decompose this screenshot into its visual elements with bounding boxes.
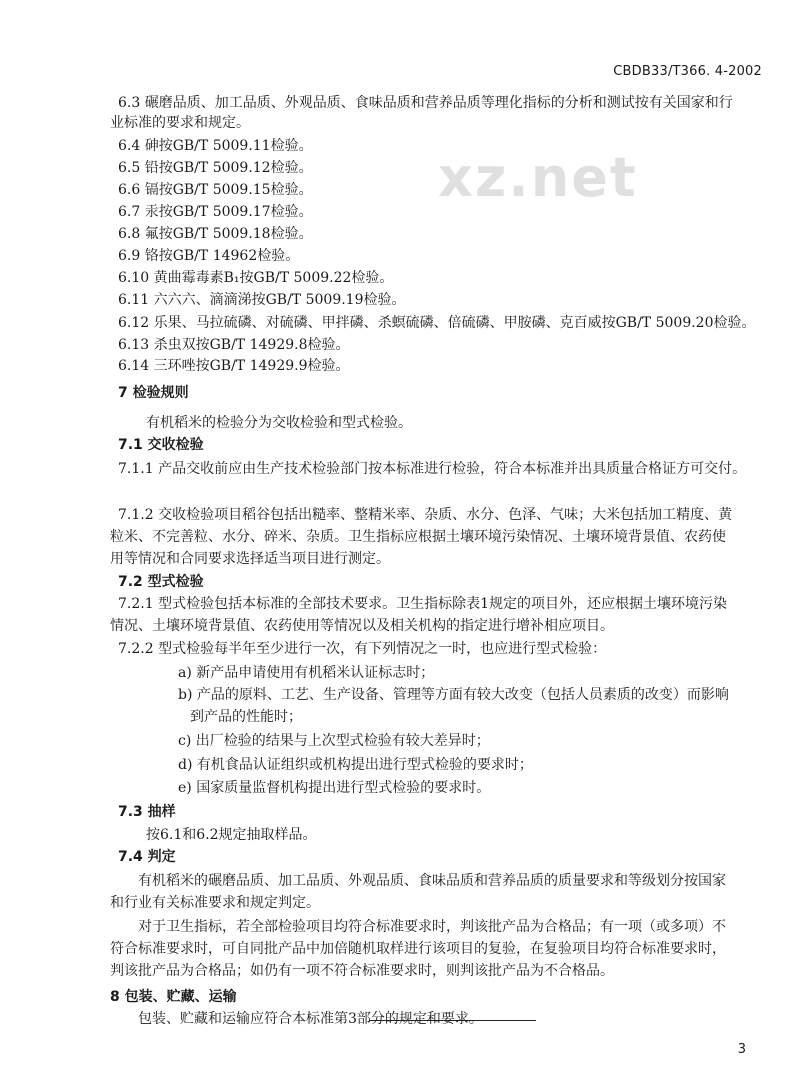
text-line: 判该批产品为合格品；如仍有一项不符合标准要求时，则判该批产品为不合格品。: [110, 963, 614, 979]
text-line: 6.14 三环唑按GB/T 14929.9检验。: [118, 358, 350, 374]
text-line: 6.6 镉按GB/T 5009.15检验。: [118, 182, 313, 198]
text-line: 6.7 汞按GB/T 5009.17检验。: [118, 204, 313, 220]
text-line: 有机稻米的碾磨品质、加工品质、外观品质、食味品质和营养品质的质量要求和等级划分按国家: [138, 873, 726, 889]
text-line: 6.4 砷按GB/T 5009.11检验。: [118, 138, 313, 154]
section-heading: 7.1 交收检验: [118, 437, 204, 453]
standard-code: CBDB33/T366. 4-2002: [613, 64, 762, 79]
list-item: e) 国家质量监督机构提出进行型式检验的要求时。: [178, 780, 491, 796]
text-line: 6.13 杀虫双按GB/T 14929.8检验。: [118, 337, 350, 353]
text-line: 符合标准要求时，可自同批产品中加倍随机取样进行该项目的复验，在复验项目均符合标准要求时，: [110, 941, 726, 957]
text-line: 业标准的要求和规定。: [110, 115, 250, 131]
section-heading: 7.3 抽样: [118, 804, 176, 820]
text-line: 6.10 黄曲霉毒素B₁按GB/T 5009.22检验。: [118, 270, 394, 286]
text-line: 7.1.2 交收检验项目稻谷包括出糙率、整精米率、杂质、水分、色泽、气味；大米包括加工精度、黄: [118, 507, 733, 523]
list-item: d) 有机食品认证组织或机构提出进行型式检验的要求时；: [178, 757, 533, 773]
section-heading: 8 包装、贮藏、运输: [110, 989, 237, 1005]
section-heading: 7.2 型式检验: [118, 574, 204, 590]
text-line: 6.9 铬按GB/T 14962检验。: [118, 248, 300, 264]
text-line: 6.8 氟按GB/T 5009.18检验。: [118, 226, 313, 242]
text-line: 7.1.1 产品交收前应由生产技术检验部门按本标准进行检验，符合本标准并出具质量合格证方可交付。: [118, 461, 747, 477]
text-line: 7.2.1 型式检验包括本标准的全部技术要求。卫生指标除表1规定的项目外，还应根据土壤环境污染: [118, 596, 727, 612]
text-line: 6.11 六六六、滴滴涕按GB/T 5009.19检验。: [118, 292, 406, 308]
text-line: 情况、土壤环境背景值、农药使用等情况以及相关机构的指定进行增补相应项目。: [110, 618, 614, 634]
text-line: 包装、贮藏和运输应符合本标准第3部分的规定和要求。: [138, 1011, 483, 1027]
text-line: 粒米、不完善粒、水分、碎米、杂质。卫生指标应根据土壤环境污染情况、土壤环境背景值、农药使: [110, 529, 726, 545]
text-line: 和行业有关标准要求和规定判定。: [110, 895, 320, 911]
list-item: c) 出厂检验的结果与上次型式检验有较大差异时；: [178, 733, 490, 749]
text-line: 7.2.2 型式检验每半年至少进行一次，有下列情况之一时，也应进行型式检验：: [118, 641, 607, 657]
text-line: 按6.1和6.2规定抽取样品。: [146, 827, 317, 843]
section-heading: 7.4 判定: [118, 849, 176, 865]
text-line: 对于卫生指标，若全部检验项目均符合标准要求时，判该批产品为合格品；有一项（或多项）不: [138, 919, 726, 935]
list-item: a) 新产品申请使用有机稻米认证标志时；: [178, 665, 435, 681]
text-line: 6.5 铅按GB/T 5009.12检验。: [118, 160, 313, 176]
section-heading: 7 检验规则: [118, 385, 189, 401]
text-line: 有机稻米的检验分为交收检验和型式检验。: [146, 415, 412, 431]
text-line: 6.12 乐果、马拉硫磷、对硫磷、甲拌磷、杀螟硫磷、倍硫磷、甲胺磷、克百威按GB/T 5009.20检验。: [118, 315, 756, 331]
text-line: 6.3 碾磨品质、加工品质、外观品质、食味品质和营养品质等理化指标的分析和测试按有关国家和行: [118, 95, 733, 111]
list-item: 到产品的性能时；: [190, 709, 302, 725]
end-rule: [370, 1020, 536, 1021]
list-item: b) 产品的原料、工艺、生产设备、管理等方面有较大改变（包括人员素质的改变）而影响: [178, 687, 729, 703]
page-number: 3: [737, 1042, 746, 1057]
watermark: xz.net: [438, 146, 638, 209]
text-line: 用等情况和合同要求选择适当项目进行测定。: [110, 551, 390, 567]
